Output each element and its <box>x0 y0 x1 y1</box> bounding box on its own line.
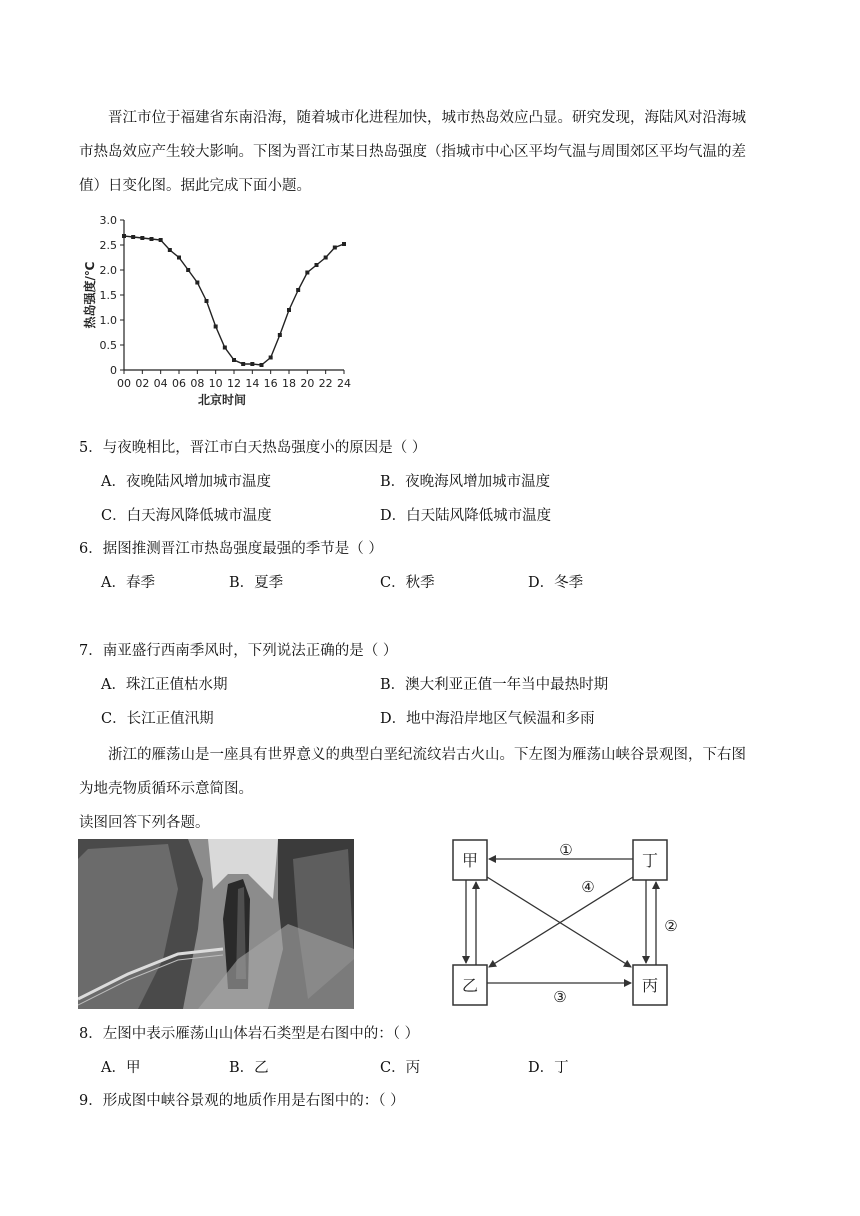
box-yi-label: 乙 <box>461 976 479 995</box>
x-tick-label: 04 <box>153 377 168 390</box>
data-point <box>168 248 172 252</box>
data-point <box>232 358 236 362</box>
data-point <box>195 281 199 285</box>
y-tick-label: 0.5 <box>99 339 117 352</box>
question-8-stem: 8．左图中表示雁荡山山体岩石类型是右图中的：（ ） <box>79 1026 420 1042</box>
arrow-3-label: ③ <box>553 988 567 1006</box>
data-point <box>296 288 300 292</box>
question-8-option-b[interactable]: B．乙 <box>229 1060 269 1076</box>
x-tick-label: 00 <box>117 377 131 390</box>
question-8-option-d[interactable]: D．丁 <box>528 1060 569 1076</box>
x-tick-label: 06 <box>172 377 186 390</box>
data-point <box>333 246 337 250</box>
data-point <box>214 325 218 329</box>
rock-cycle-diagram <box>438 835 688 1015</box>
data-point <box>205 299 209 303</box>
data-point <box>159 238 163 242</box>
y-tick-label: 3.0 <box>99 214 117 227</box>
question-7-stem: 7．南亚盛行西南季风时，下列说法正确的是（ ） <box>79 643 398 659</box>
question-7-option-d[interactable]: D．地中海沿岸地区气候温和多雨 <box>380 711 595 727</box>
intro-1-line-1: 晋江市位于福建省东南沿海，随着城市化进程加快，城市热岛效应凸显。研究发现，海陆风对沿海城 <box>108 110 746 126</box>
data-point <box>315 263 319 267</box>
question-7-option-b[interactable]: B．澳大利亚正值一年当中最热时期 <box>380 677 609 693</box>
intro-1-line-2: 市热岛效应产生较大影响。下图为晋江市某日热岛强度（指城市中心区平均气温与周围郊区平均气温的差 <box>79 144 746 160</box>
canyon-photo <box>78 839 354 1009</box>
question-7-option-c[interactable]: C．长江正值汛期 <box>101 711 214 727</box>
question-8-option-a[interactable]: A．甲 <box>101 1060 141 1076</box>
data-point <box>186 268 190 272</box>
box-bing-label: 丙 <box>641 976 659 995</box>
data-point <box>122 234 126 238</box>
data-point <box>278 333 282 337</box>
question-8-option-c[interactable]: C．丙 <box>380 1060 421 1076</box>
question-6-stem: 6．据图推测晋江市热岛强度最强的季节是（ ） <box>79 541 383 557</box>
x-tick-label: 10 <box>208 377 223 390</box>
canyon-photo-art <box>78 839 354 1009</box>
x-tick-label: 24 <box>337 377 351 390</box>
question-7-option-a[interactable]: A．珠江正值枯水期 <box>101 677 228 693</box>
y-axis-title: 热岛强度/℃ <box>83 261 97 329</box>
arrow-2-label: ② <box>664 917 678 935</box>
data-point <box>150 237 154 241</box>
y-tick-label: 1.5 <box>99 289 117 302</box>
data-point <box>269 356 273 360</box>
question-5-stem: 5．与夜晚相比，晋江市白天热岛强度小的原因是（ ） <box>79 440 427 456</box>
data-point <box>140 236 144 240</box>
data-point <box>305 271 309 275</box>
data-point <box>250 362 254 366</box>
intro-2-line-3: 读图回答下列各题。 <box>79 815 210 831</box>
data-point <box>241 362 245 366</box>
question-6-option-d[interactable]: D．冬季 <box>528 575 584 591</box>
x-tick-label: 02 <box>135 377 150 390</box>
data-point <box>131 235 135 239</box>
question-6-option-b[interactable]: B．夏季 <box>229 575 284 591</box>
question-9-stem: 9．形成图中峡谷景观的地质作用是右图中的：（ ） <box>79 1093 405 1109</box>
intro-2-line-2: 为地壳物质循环示意简图。 <box>79 781 253 797</box>
x-tick-label: 22 <box>318 377 333 390</box>
intro-1-line-3: 值）日变化图。据此完成下面小题。 <box>79 178 311 194</box>
heat-island-chart <box>78 208 368 418</box>
x-tick-label: 18 <box>282 377 296 390</box>
x-tick-label: 14 <box>245 377 260 390</box>
x-tick-label: 20 <box>300 377 315 390</box>
question-5-option-d[interactable]: D．白天陆风降低城市温度 <box>380 508 552 524</box>
question-5-option-a[interactable]: A．夜晚陆风增加城市温度 <box>101 474 271 490</box>
x-tick-label: 08 <box>190 377 205 390</box>
data-point <box>287 308 291 312</box>
box-ding-label: 丁 <box>641 851 659 870</box>
arrow-1-label: ① <box>559 841 573 859</box>
y-tick-label: 1.0 <box>99 314 117 327</box>
y-tick-label: 2.0 <box>99 264 117 277</box>
arrow-jia-to-bing <box>487 877 631 967</box>
y-tick-label: 2.5 <box>99 239 117 252</box>
x-tick-label: 16 <box>263 377 278 390</box>
heat-island-series-line <box>124 236 344 365</box>
question-5-option-b[interactable]: B．夜晚海风增加城市温度 <box>380 474 551 490</box>
question-5-option-c[interactable]: C．白天海风降低城市温度 <box>101 508 272 524</box>
arrow-4-label: ④ <box>581 878 595 896</box>
data-point <box>260 363 264 367</box>
arrow-ding-to-yi <box>489 877 633 967</box>
data-point <box>177 256 181 260</box>
box-jia-label: 甲 <box>461 851 479 870</box>
data-point <box>324 256 328 260</box>
y-tick-label: 0 <box>110 364 117 377</box>
x-axis-title: 北京时间 <box>197 393 247 407</box>
question-6-option-a[interactable]: A．春季 <box>101 575 155 591</box>
question-6-option-c[interactable]: C．秋季 <box>380 575 435 591</box>
x-tick-label: 12 <box>227 377 241 390</box>
data-point <box>223 346 227 350</box>
intro-2-line-1: 浙江的雁荡山是一座具有世界意义的典型白垩纪流纹岩古火山。下左图为雁荡山峡谷景观图，下右图 <box>108 747 746 763</box>
data-point <box>342 242 346 246</box>
